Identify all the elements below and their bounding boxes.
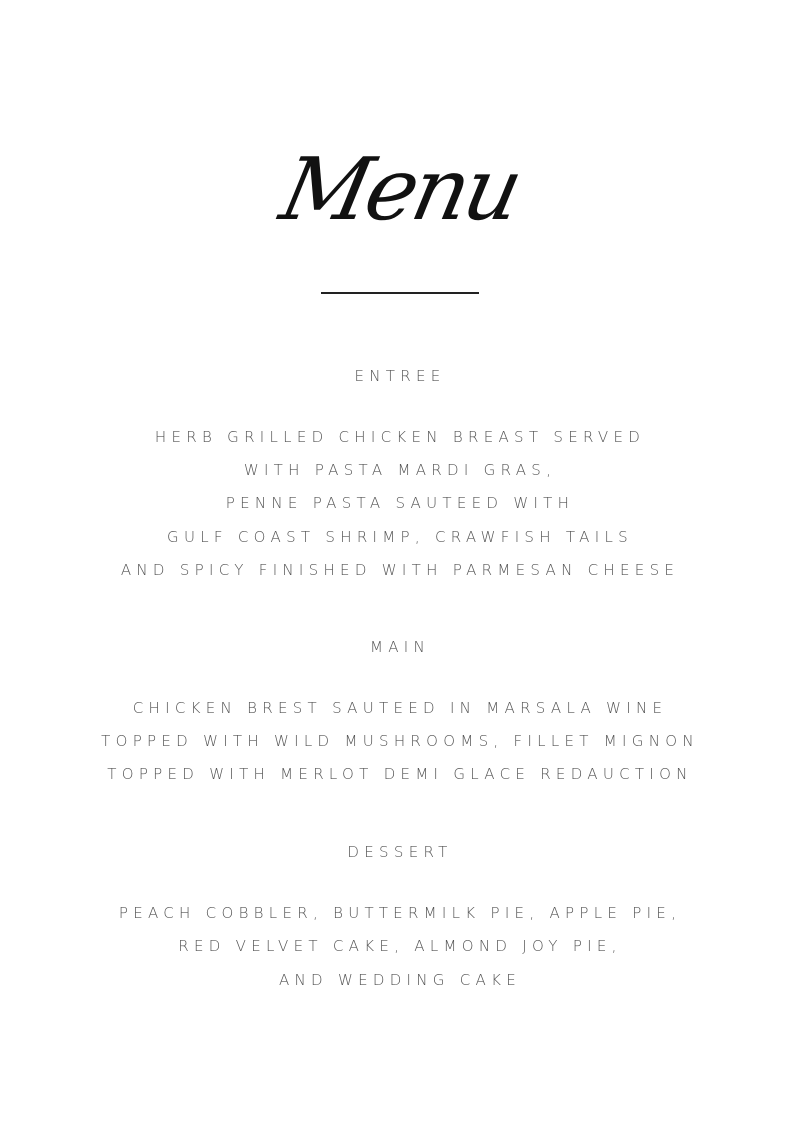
main-line: TOPPED WITH WILD MUSHROOMS, FILLET MIGNON [101, 732, 699, 750]
section-heading-dessert: DESSERT [347, 843, 453, 861]
entree-line: GULF COAST SHRIMP, CRAWFISH TAILS [167, 528, 633, 546]
entree-line: WITH PASTA MARDI GRAS, [243, 461, 557, 479]
entree-line: HERB GRILLED CHICKEN BREAST SERVED [154, 428, 646, 446]
menu-title: Menu [272, 140, 528, 240]
entree-line: AND SPICY FINISHED WITH PARMESAN CHEESE [120, 561, 680, 579]
dessert-line: AND WEDDING CAKE [278, 971, 522, 989]
dessert-line: RED VELVET CAKE, ALMOND JOY PIE, [178, 937, 622, 955]
entree-line: PENNE PASTA SAUTEED WITH [225, 494, 575, 512]
title-divider [321, 292, 479, 294]
main-line: CHICKEN BREST SAUTEED IN MARSALA WINE [132, 699, 668, 717]
main-line: TOPPED WITH MERLOT DEMI GLACE REDAUCTION [107, 765, 693, 783]
section-heading-main: MAIN [369, 638, 431, 656]
section-heading-entree: ENTREE [354, 367, 446, 385]
dessert-line: PEACH COBBLER, BUTTERMILK PIE, APPLE PIE, [118, 904, 682, 922]
